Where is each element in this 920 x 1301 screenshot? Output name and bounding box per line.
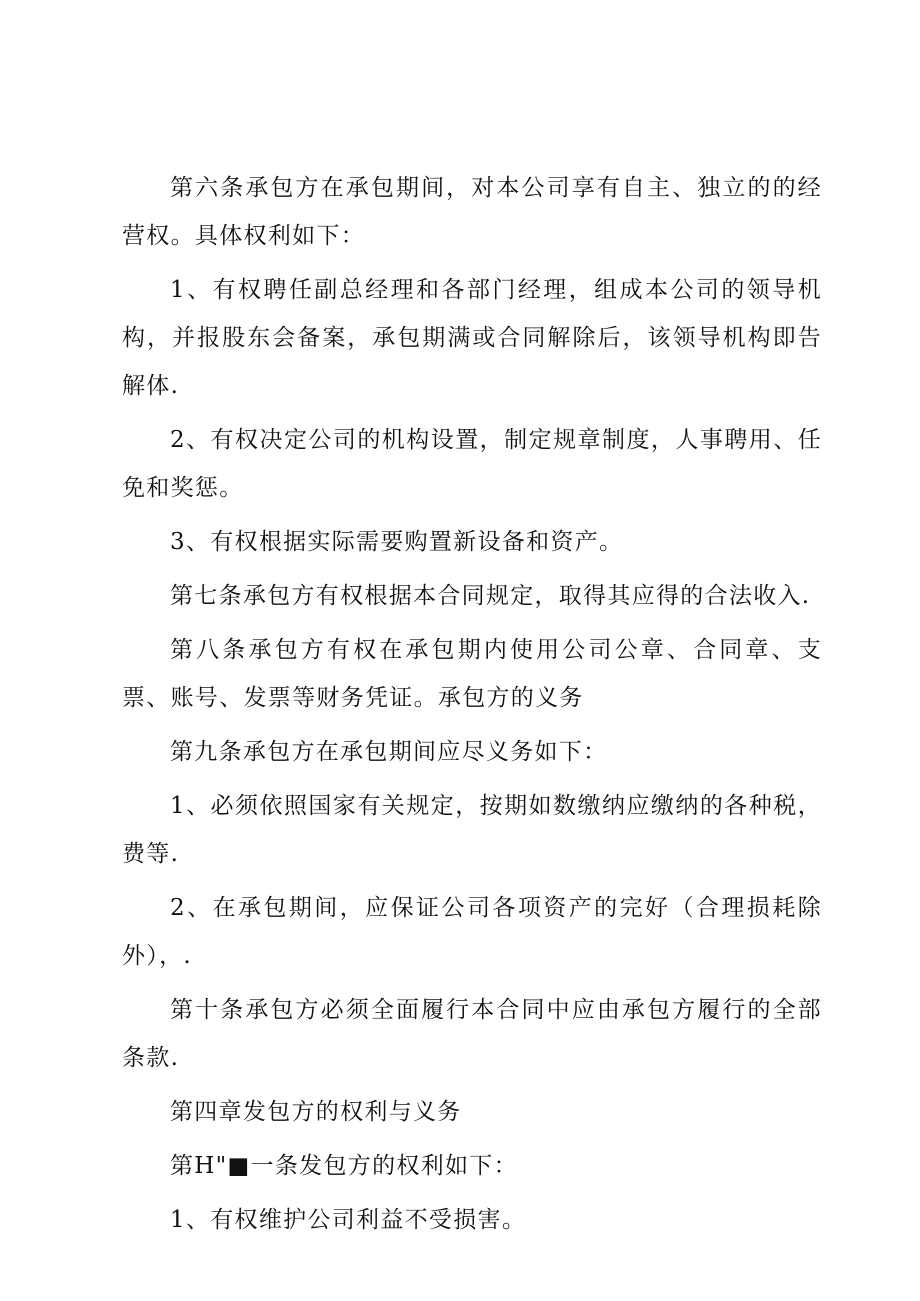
paragraph-duty-2: 2、在承包期间，应保证公司各项资产的完好（合理损耗除外），.	[122, 895, 822, 969]
paragraph-article-9: 第九条承包方在承包期间应尽义务如下：	[170, 739, 608, 765]
paragraph-duty-1: 1、必须依照国家有关规定，按期如数缴纳应缴纳的各种税，费等.	[122, 793, 822, 867]
document-body	[122, 164, 822, 1250]
paragraph-article-7: 第七条承包方有权根据本合同规定，取得其应得的合法收入.	[170, 583, 811, 609]
paragraph-right-3: 3、有权根据实际需要购置新设备和资产。	[170, 529, 624, 555]
paragraph-article-11: 第H"■一条发包方的权利如下：	[170, 1153, 518, 1179]
paragraph-right-1: 1、有权聘任副总经理和各部门经理，组成本公司的领导机构，并报股东会备案，承包期满或合同解除后，该领导机构即告解体.	[122, 277, 822, 399]
paragraph-employer-right-1: 1、有权维护公司利益不受损害。	[170, 1207, 527, 1233]
paragraph-right-2: 2、有权决定公司的机构设置，制定规章制度，人事聘用、任免和奖惩。	[122, 427, 822, 501]
paragraph-article-10: 第十条承包方必须全面履行本合同中应由承包方履行的全部条款.	[122, 997, 822, 1071]
paragraph-article-8: 第八条承包方有权在承包期内使用公司公章、合同章、支票、账号、发票等财务凭证。承包方的义务	[122, 637, 822, 711]
paragraph-article-6: 第六条承包方在承包期间，对本公司享有自主、独立的的经营权。具体权利如下：	[122, 175, 822, 249]
chapter-heading: 第四章发包方的权利与义务	[170, 1099, 462, 1125]
